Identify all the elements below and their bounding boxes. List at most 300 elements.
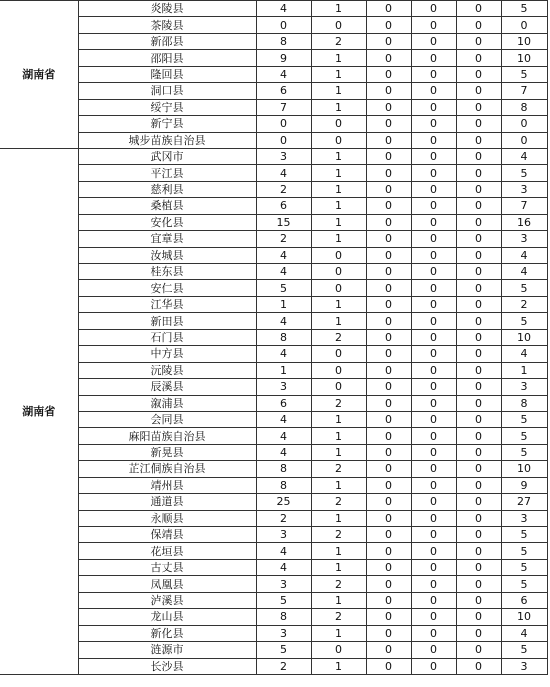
- total-cell: 0: [501, 132, 547, 148]
- count-cell-2: 1: [311, 411, 366, 427]
- count-cell-2: 1: [311, 66, 366, 82]
- count-cell-2: 1: [311, 559, 366, 575]
- count-cell-1: 4: [256, 165, 311, 181]
- count-cell-4: 0: [411, 559, 456, 575]
- count-cell-4: 0: [411, 313, 456, 329]
- count-cell-3: 0: [366, 395, 411, 411]
- count-cell-1: 4: [256, 346, 311, 362]
- table-row: [0, 642, 547, 658]
- count-cell-1: 4: [256, 247, 311, 263]
- count-cell-3: 0: [366, 444, 411, 460]
- total-cell: 5: [501, 280, 547, 296]
- count-cell-1: 4: [256, 543, 311, 559]
- count-cell-3: 0: [366, 625, 411, 641]
- count-cell-1: 4: [256, 444, 311, 460]
- count-cell-4: 0: [411, 494, 456, 510]
- total-cell: 4: [501, 264, 547, 280]
- table-row: [0, 116, 547, 132]
- count-cell-3: 0: [366, 165, 411, 181]
- count-cell-4: 0: [411, 609, 456, 625]
- county-cell: 桂东县: [78, 264, 256, 280]
- county-cell: 会同县: [78, 411, 256, 427]
- count-cell-4: 0: [411, 148, 456, 164]
- table-row: [0, 33, 547, 49]
- county-cell: 泸溪县: [78, 592, 256, 608]
- table-row: [0, 395, 547, 411]
- count-cell-4: 0: [411, 116, 456, 132]
- count-cell-2: 2: [311, 527, 366, 543]
- count-cell-5: 0: [456, 494, 501, 510]
- total-cell: 3: [501, 510, 547, 526]
- count-cell-2: 1: [311, 428, 366, 444]
- count-cell-1: 4: [256, 428, 311, 444]
- table-row: [0, 264, 547, 280]
- count-cell-1: 6: [256, 83, 311, 99]
- count-cell-2: 1: [311, 231, 366, 247]
- count-cell-5: 0: [456, 543, 501, 559]
- count-cell-2: 1: [311, 658, 366, 674]
- count-cell-3: 0: [366, 461, 411, 477]
- count-cell-5: 0: [456, 461, 501, 477]
- county-cell: 石门县: [78, 329, 256, 345]
- count-cell-4: 0: [411, 247, 456, 263]
- count-cell-5: 0: [456, 280, 501, 296]
- count-cell-1: 3: [256, 379, 311, 395]
- table-row: [0, 510, 547, 526]
- total-cell: 5: [501, 642, 547, 658]
- count-cell-1: 7: [256, 99, 311, 115]
- total-cell: 8: [501, 99, 547, 115]
- count-cell-2: 2: [311, 576, 366, 592]
- county-cell: 江华县: [78, 296, 256, 312]
- count-cell-3: 0: [366, 658, 411, 674]
- table-row: [0, 576, 547, 592]
- table-row: [0, 66, 547, 82]
- count-cell-4: 0: [411, 625, 456, 641]
- count-cell-3: 0: [366, 231, 411, 247]
- count-cell-4: 0: [411, 83, 456, 99]
- total-cell: 5: [501, 1, 547, 17]
- count-cell-4: 0: [411, 658, 456, 674]
- count-cell-2: 0: [311, 362, 366, 378]
- table-row: [0, 543, 547, 559]
- table-row: [0, 50, 547, 66]
- count-cell-1: 8: [256, 461, 311, 477]
- count-cell-5: 0: [456, 198, 501, 214]
- count-cell-5: 0: [456, 313, 501, 329]
- county-cell: 辰溪县: [78, 379, 256, 395]
- count-cell-3: 0: [366, 198, 411, 214]
- count-cell-3: 0: [366, 543, 411, 559]
- count-cell-4: 0: [411, 99, 456, 115]
- count-cell-5: 0: [456, 17, 501, 33]
- count-cell-1: 2: [256, 181, 311, 197]
- county-cell: 慈利县: [78, 181, 256, 197]
- table-row: [0, 132, 547, 148]
- table-row: [0, 428, 547, 444]
- count-cell-5: 0: [456, 148, 501, 164]
- count-cell-5: 0: [456, 264, 501, 280]
- count-cell-4: 0: [411, 264, 456, 280]
- table-row: [0, 148, 547, 164]
- count-cell-1: 4: [256, 313, 311, 329]
- count-cell-1: 8: [256, 477, 311, 493]
- count-cell-2: 1: [311, 477, 366, 493]
- count-cell-2: 1: [311, 1, 366, 17]
- count-cell-5: 0: [456, 428, 501, 444]
- county-cell: 新田县: [78, 313, 256, 329]
- count-cell-3: 0: [366, 428, 411, 444]
- county-cell: 保靖县: [78, 527, 256, 543]
- count-cell-3: 0: [366, 642, 411, 658]
- count-cell-1: 3: [256, 625, 311, 641]
- table-row: [0, 346, 547, 362]
- total-cell: 5: [501, 444, 547, 460]
- table-row: [0, 609, 547, 625]
- count-cell-1: 8: [256, 609, 311, 625]
- total-cell: 4: [501, 148, 547, 164]
- count-cell-1: 9: [256, 50, 311, 66]
- count-cell-1: 4: [256, 264, 311, 280]
- count-cell-5: 0: [456, 132, 501, 148]
- count-cell-3: 0: [366, 527, 411, 543]
- count-cell-3: 0: [366, 132, 411, 148]
- count-cell-1: 0: [256, 116, 311, 132]
- count-cell-1: 2: [256, 231, 311, 247]
- count-cell-2: 1: [311, 592, 366, 608]
- county-cell: 炎陵县: [78, 1, 256, 17]
- count-cell-5: 0: [456, 329, 501, 345]
- table-row: [0, 592, 547, 608]
- count-cell-5: 0: [456, 296, 501, 312]
- table-row: [0, 1, 547, 17]
- county-cell: 平江县: [78, 165, 256, 181]
- county-cell: 通道县: [78, 494, 256, 510]
- count-cell-1: 1: [256, 362, 311, 378]
- count-cell-1: 0: [256, 17, 311, 33]
- count-cell-3: 0: [366, 83, 411, 99]
- table-row: [0, 559, 547, 575]
- count-cell-2: 1: [311, 50, 366, 66]
- count-cell-4: 0: [411, 461, 456, 477]
- count-cell-2: 2: [311, 494, 366, 510]
- count-cell-5: 0: [456, 362, 501, 378]
- county-cell: 永顺县: [78, 510, 256, 526]
- county-cell: 邵阳县: [78, 50, 256, 66]
- count-cell-4: 0: [411, 132, 456, 148]
- count-cell-2: 0: [311, 247, 366, 263]
- count-cell-5: 0: [456, 592, 501, 608]
- count-cell-4: 0: [411, 527, 456, 543]
- count-cell-4: 0: [411, 428, 456, 444]
- count-cell-1: 1: [256, 296, 311, 312]
- count-cell-5: 0: [456, 444, 501, 460]
- count-cell-5: 0: [456, 214, 501, 230]
- count-cell-3: 0: [366, 148, 411, 164]
- total-cell: 10: [501, 329, 547, 345]
- count-cell-2: 1: [311, 313, 366, 329]
- county-cell: 古丈县: [78, 559, 256, 575]
- count-cell-5: 0: [456, 379, 501, 395]
- county-cell: 芷江侗族自治县: [78, 461, 256, 477]
- count-cell-3: 0: [366, 510, 411, 526]
- count-cell-5: 0: [456, 411, 501, 427]
- count-cell-1: 3: [256, 148, 311, 164]
- total-cell: 4: [501, 247, 547, 263]
- total-cell: 1: [501, 362, 547, 378]
- count-cell-1: 4: [256, 411, 311, 427]
- count-cell-4: 0: [411, 411, 456, 427]
- total-cell: 5: [501, 576, 547, 592]
- count-cell-5: 0: [456, 576, 501, 592]
- table-row: [0, 280, 547, 296]
- county-cell: 花垣县: [78, 543, 256, 559]
- total-cell: 5: [501, 543, 547, 559]
- count-cell-1: 2: [256, 510, 311, 526]
- table-row: [0, 313, 547, 329]
- count-cell-3: 0: [366, 116, 411, 132]
- count-cell-3: 0: [366, 379, 411, 395]
- count-cell-1: 6: [256, 395, 311, 411]
- count-cell-2: 1: [311, 543, 366, 559]
- county-cell: 龙山县: [78, 609, 256, 625]
- count-cell-1: 8: [256, 329, 311, 345]
- table-row: [0, 181, 547, 197]
- count-cell-4: 0: [411, 444, 456, 460]
- table-body: [0, 1, 547, 675]
- total-cell: 4: [501, 346, 547, 362]
- count-cell-1: 4: [256, 559, 311, 575]
- total-cell: 3: [501, 379, 547, 395]
- count-cell-5: 0: [456, 83, 501, 99]
- count-cell-5: 0: [456, 477, 501, 493]
- count-cell-4: 0: [411, 33, 456, 49]
- count-cell-5: 0: [456, 165, 501, 181]
- count-cell-2: 1: [311, 214, 366, 230]
- count-cell-5: 0: [456, 346, 501, 362]
- count-cell-4: 0: [411, 66, 456, 82]
- count-cell-4: 0: [411, 198, 456, 214]
- count-cell-2: 0: [311, 346, 366, 362]
- county-cell: 涟源市: [78, 642, 256, 658]
- count-cell-4: 0: [411, 395, 456, 411]
- total-cell: 27: [501, 494, 547, 510]
- total-cell: 7: [501, 198, 547, 214]
- count-cell-5: 0: [456, 559, 501, 575]
- total-cell: 4: [501, 625, 547, 641]
- count-cell-3: 0: [366, 313, 411, 329]
- count-cell-2: 0: [311, 17, 366, 33]
- count-cell-4: 0: [411, 50, 456, 66]
- count-cell-4: 0: [411, 477, 456, 493]
- county-cell: 安化县: [78, 214, 256, 230]
- county-cell: 宜章县: [78, 231, 256, 247]
- count-cell-5: 0: [456, 527, 501, 543]
- count-cell-4: 0: [411, 379, 456, 395]
- total-cell: 10: [501, 461, 547, 477]
- county-cell: 绥宁县: [78, 99, 256, 115]
- count-cell-3: 0: [366, 609, 411, 625]
- count-cell-3: 0: [366, 592, 411, 608]
- county-cell: 长沙县: [78, 658, 256, 674]
- count-cell-3: 0: [366, 33, 411, 49]
- total-cell: 5: [501, 428, 547, 444]
- county-cell: 安仁县: [78, 280, 256, 296]
- count-cell-3: 0: [366, 576, 411, 592]
- count-cell-3: 0: [366, 264, 411, 280]
- total-cell: 10: [501, 609, 547, 625]
- count-cell-5: 0: [456, 510, 501, 526]
- count-cell-2: 2: [311, 461, 366, 477]
- count-cell-1: 25: [256, 494, 311, 510]
- table-row: [0, 99, 547, 115]
- total-cell: 7: [501, 83, 547, 99]
- count-cell-5: 0: [456, 181, 501, 197]
- count-cell-4: 0: [411, 362, 456, 378]
- county-cell: 新晃县: [78, 444, 256, 460]
- total-cell: 6: [501, 592, 547, 608]
- county-cell: 茶陵县: [78, 17, 256, 33]
- count-cell-1: 4: [256, 1, 311, 17]
- total-cell: 10: [501, 33, 547, 49]
- count-cell-2: 1: [311, 510, 366, 526]
- count-cell-2: 2: [311, 33, 366, 49]
- table-row: [0, 625, 547, 641]
- table-row: [0, 494, 547, 510]
- table-row: [0, 444, 547, 460]
- county-cell: 凤凰县: [78, 576, 256, 592]
- total-cell: 0: [501, 116, 547, 132]
- count-cell-3: 0: [366, 329, 411, 345]
- count-cell-5: 0: [456, 642, 501, 658]
- county-cell: 汝城县: [78, 247, 256, 263]
- count-cell-3: 0: [366, 559, 411, 575]
- total-cell: 3: [501, 658, 547, 674]
- count-cell-3: 0: [366, 17, 411, 33]
- count-cell-5: 0: [456, 247, 501, 263]
- county-cell: 城步苗族自治县: [78, 132, 256, 148]
- count-cell-5: 0: [456, 231, 501, 247]
- table-row: [0, 658, 547, 674]
- table-row: [0, 362, 547, 378]
- count-cell-2: 0: [311, 264, 366, 280]
- count-cell-3: 0: [366, 411, 411, 427]
- table-row: [0, 214, 547, 230]
- county-cell: 溆浦县: [78, 395, 256, 411]
- total-cell: 10: [501, 50, 547, 66]
- count-cell-4: 0: [411, 592, 456, 608]
- county-cell: 沅陵县: [78, 362, 256, 378]
- count-cell-2: 0: [311, 379, 366, 395]
- table-row: [0, 17, 547, 33]
- count-cell-2: 1: [311, 444, 366, 460]
- count-cell-2: 0: [311, 642, 366, 658]
- county-cell: 新宁县: [78, 116, 256, 132]
- count-cell-4: 0: [411, 346, 456, 362]
- county-cell: 中方县: [78, 346, 256, 362]
- table-row: [0, 527, 547, 543]
- count-cell-5: 0: [456, 609, 501, 625]
- county-cell: 武冈市: [78, 148, 256, 164]
- count-cell-2: 2: [311, 395, 366, 411]
- county-cell: 隆回县: [78, 66, 256, 82]
- count-cell-4: 0: [411, 17, 456, 33]
- count-cell-2: 1: [311, 181, 366, 197]
- total-cell: 5: [501, 66, 547, 82]
- count-cell-3: 0: [366, 494, 411, 510]
- count-cell-1: 15: [256, 214, 311, 230]
- county-cell: 桑植县: [78, 198, 256, 214]
- count-cell-5: 0: [456, 66, 501, 82]
- total-cell: 3: [501, 181, 547, 197]
- table-row: [0, 379, 547, 395]
- count-cell-5: 0: [456, 1, 501, 17]
- count-cell-3: 0: [366, 99, 411, 115]
- count-cell-2: 1: [311, 148, 366, 164]
- count-cell-3: 0: [366, 1, 411, 17]
- count-cell-1: 5: [256, 280, 311, 296]
- total-cell: 8: [501, 395, 547, 411]
- count-cell-4: 0: [411, 329, 456, 345]
- count-cell-3: 0: [366, 477, 411, 493]
- total-cell: 5: [501, 527, 547, 543]
- total-cell: 3: [501, 231, 547, 247]
- count-cell-2: 0: [311, 280, 366, 296]
- count-cell-5: 0: [456, 116, 501, 132]
- count-cell-5: 0: [456, 625, 501, 641]
- total-cell: 0: [501, 17, 547, 33]
- count-cell-3: 0: [366, 296, 411, 312]
- count-cell-4: 0: [411, 214, 456, 230]
- count-cell-1: 6: [256, 198, 311, 214]
- county-cell: 新化县: [78, 625, 256, 641]
- county-cell: 麻阳苗族自治县: [78, 428, 256, 444]
- province-cell: 湖南省: [0, 1, 78, 149]
- count-cell-4: 0: [411, 181, 456, 197]
- count-cell-4: 0: [411, 1, 456, 17]
- province-cell: 湖南省: [0, 148, 78, 674]
- count-cell-3: 0: [366, 247, 411, 263]
- total-cell: 5: [501, 411, 547, 427]
- count-cell-1: 5: [256, 642, 311, 658]
- count-cell-2: 1: [311, 165, 366, 181]
- count-cell-4: 0: [411, 510, 456, 526]
- count-cell-4: 0: [411, 642, 456, 658]
- count-cell-2: 1: [311, 198, 366, 214]
- count-cell-3: 0: [366, 280, 411, 296]
- count-cell-4: 0: [411, 231, 456, 247]
- count-cell-3: 0: [366, 214, 411, 230]
- table-row: [0, 296, 547, 312]
- count-cell-5: 0: [456, 395, 501, 411]
- count-cell-2: 0: [311, 132, 366, 148]
- count-cell-1: 3: [256, 576, 311, 592]
- count-cell-3: 0: [366, 66, 411, 82]
- count-cell-4: 0: [411, 280, 456, 296]
- table-row: [0, 461, 547, 477]
- total-cell: 9: [501, 477, 547, 493]
- table-row: [0, 198, 547, 214]
- total-cell: 5: [501, 165, 547, 181]
- count-cell-5: 0: [456, 658, 501, 674]
- count-cell-2: 0: [311, 116, 366, 132]
- count-cell-5: 0: [456, 50, 501, 66]
- count-cell-4: 0: [411, 296, 456, 312]
- total-cell: 16: [501, 214, 547, 230]
- count-cell-3: 0: [366, 181, 411, 197]
- count-cell-1: 8: [256, 33, 311, 49]
- count-cell-3: 0: [366, 50, 411, 66]
